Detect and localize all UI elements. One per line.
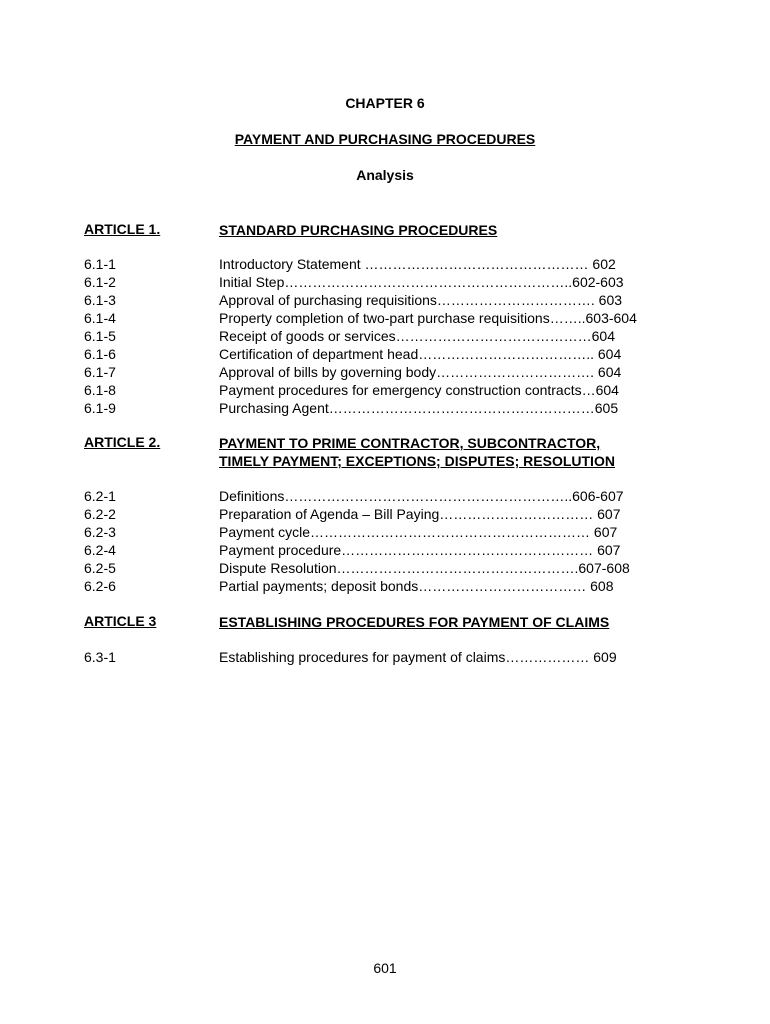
toc-entry [0, 310, 770, 328]
chapter-title-text: PAYMENT AND PURCHASING PROCEDURES [234, 131, 536, 147]
section-number: 6.1-1 [84, 256, 116, 272]
section-entry: Definitions……………………………………………………..606-607 [219, 488, 624, 504]
toc-entry [0, 256, 770, 274]
toc-entry [0, 560, 770, 578]
section-number: 6.3-1 [84, 649, 116, 665]
section-entry: Partial payments; deposit bonds……………………………… 608 [219, 578, 614, 594]
section-entry: Approval of purchasing requisitions……………………………. 603 [219, 292, 623, 308]
analysis-heading: Analysis [356, 167, 414, 183]
section-entry: Property completion of two-part purchase requisitions……..603-604 [219, 310, 637, 326]
section-entry: Preparation of Agenda – Bill Paying…………………………… 607 [219, 506, 621, 522]
toc-entry [0, 524, 770, 542]
section-number: 6.2-6 [84, 578, 116, 594]
article-1-title-line: STANDARD PURCHASING PROCEDURES [219, 222, 498, 238]
toc-entry [0, 274, 770, 292]
toc-entry [0, 649, 770, 667]
section-entry: Initial Step……………………………………………………..602-603 [219, 274, 624, 290]
toc-entry [0, 488, 770, 506]
section-entry: Payment cycle…………………………………………………… 607 [219, 524, 618, 540]
section-number: 6.2-4 [84, 542, 116, 558]
article-2-label: ARTICLE 2. [84, 434, 161, 450]
section-entry: Certification of department head……………………………….. 604 [219, 346, 622, 362]
section-number: 6.1-2 [84, 274, 116, 290]
section-entry: Receipt of goods or services……………………………………604 [219, 328, 615, 344]
article-1-label: ARTICLE 1. [84, 221, 161, 237]
article-3-title [219, 613, 609, 631]
section-number: 6.1-9 [84, 400, 116, 416]
toc-entry [0, 382, 770, 400]
section-entry: Introductory Statement ………………………………………… 602 [219, 256, 616, 272]
article-2-title-line-2: TIMELY PAYMENT; EXCEPTIONS; DISPUTES; RESOLUTION [219, 453, 615, 469]
section-entry: Payment procedures for emergency construction contracts…604 [219, 382, 619, 398]
toc-entry [0, 578, 770, 596]
page-number: 601 [373, 960, 397, 976]
section-number: 6.1-5 [84, 328, 116, 344]
section-number: 6.1-3 [84, 292, 116, 308]
section-number: 6.1-4 [84, 310, 116, 326]
toc-entry [0, 542, 770, 560]
article-3-label: ARTICLE 3 [84, 613, 157, 629]
section-number: 6.2-1 [84, 488, 116, 504]
toc-entry [0, 328, 770, 346]
section-entry: Approval of bills by governing body……………………………. 604 [219, 364, 622, 380]
chapter-title [0, 131, 770, 147]
section-number: 6.2-5 [84, 560, 116, 576]
toc-entry [0, 292, 770, 310]
section-number: 6.1-8 [84, 382, 116, 398]
section-number: 6.1-7 [84, 364, 116, 380]
toc-entry [0, 400, 770, 418]
toc-entry [0, 364, 770, 382]
toc-entry [0, 346, 770, 364]
chapter-heading: CHAPTER 6 [345, 95, 425, 111]
section-number: 6.1-6 [84, 346, 116, 362]
section-entry: Payment procedure……………………………………………… 607 [219, 542, 621, 558]
article-3-title-line: ESTABLISHING PROCEDURES FOR PAYMENT OF CLAIMS [219, 614, 610, 630]
article-2-title [219, 434, 615, 470]
section-number: 6.2-3 [84, 524, 116, 540]
article-2-title-line-1: PAYMENT TO PRIME CONTRACTOR, SUBCONTRACTOR, [219, 435, 601, 451]
section-number: 6.2-2 [84, 506, 116, 522]
section-entry: Establishing procedures for payment of claims……………… 609 [219, 649, 617, 665]
article-1-title [219, 221, 497, 239]
section-entry: Dispute Resolution…………………………………………….607-608 [219, 560, 630, 576]
section-entry: Purchasing Agent…………………………………………………605 [219, 400, 619, 416]
toc-entry [0, 506, 770, 524]
